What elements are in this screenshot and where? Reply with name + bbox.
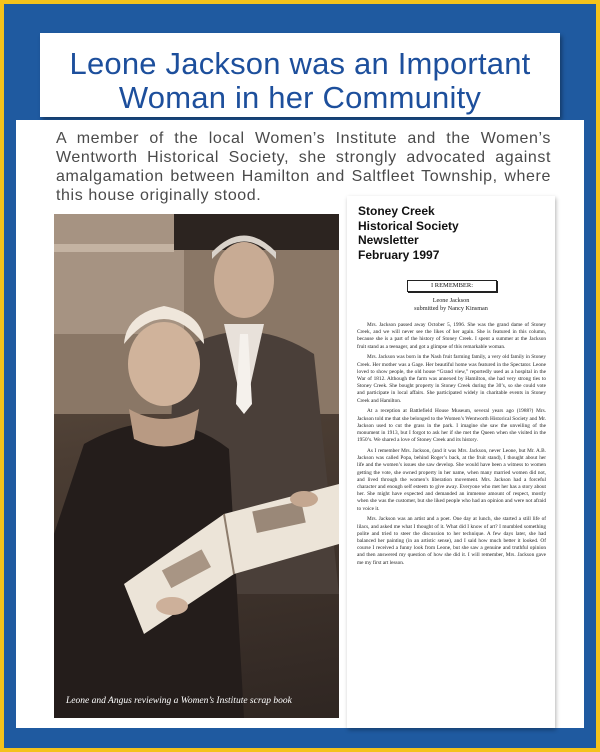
page-title (40, 33, 560, 115)
newsletter-heading-line-4: February 1997 (358, 247, 440, 262)
photo-woman-head (128, 322, 200, 406)
photo-man-hand (290, 491, 318, 507)
photo-woman-neckline (129, 409, 199, 447)
photo-picture-frame (174, 214, 339, 250)
historic-photo (54, 214, 339, 718)
photo-woman-hand (156, 597, 188, 615)
subtitle-line-4: this house originally stood. (56, 187, 262, 204)
subtitle-line-3: amalgamation between Hamilton and Saltfleet Township, where (56, 168, 551, 185)
subtitle-text (56, 129, 551, 205)
article-paragraph: As I remember Mrs. Jackson, (and it was Mrs. Jackson, never Leone, but Mr. A.B. Jackson was called Popa, behind Roger’s back, at the fruit stand), I thought about her life and the women’s issues she saw develop. She would have been a witness to women getting the vote, she owned property in her name, when many married women did not, and lived through the women’s liberation movement. Mrs. Jackson had a forceful character and enough self esteem to give away. Everyone who met her has a story about her. She might have expected and demanded an immense amount of respect, mostly when she was the customer, but she liked people who had an opinion and were not afraid to voice it. (357, 448, 546, 512)
article-author: Leone Jackson (432, 297, 470, 304)
article-paragraph: Mrs. Jackson passed away October 5, 1996. She was the grand dame of Stoney Creek, and we will never see the likes of her again. She is featured in this column, because she is a part of the history of Stoney Creek. I spent a summer at the Jackson fruit stand as a teenager, and got a glimpse of this remarkable woman. (357, 322, 546, 350)
article-byline (357, 297, 545, 313)
title-line-1: Leone Jackson was an Important (69, 46, 531, 81)
article-paragraph: At a reception at Battlefield House Museum, several years ago (1988?) Mrs. Jackson told me that she belonged to the Women’s Wentworth Historical Society and Mr. Jackson used to cut the grass in the park. I imagine she saw the unveiling of the monument in 1913, but I forgot to ask her if she met the Queen when she visited in the 1950’s. We shared a love of Stoney Creek and its history. (357, 408, 546, 444)
newsletter-heading-line-3: Newsletter (358, 233, 419, 247)
title-card (40, 33, 560, 117)
newsletter-clipping (347, 196, 555, 728)
photo-caption: Leone and Angus reviewing a Women’s Institute scrap book (66, 696, 292, 706)
photo-man-head (214, 242, 274, 318)
newsletter-heading (358, 204, 548, 262)
column-label-badge: I REMEMBER: (407, 280, 497, 292)
photo-illustration (54, 214, 339, 718)
article-paragraph: Mrs. Jackson was an artist and a poet. One day at lunch, she started a still life of lilacs, and asked me what I thought of it. What did I know of art? I mumbled something polite and tried to steer the discussion to her technique. A few days later, she had balanced her painting (in an artistic sense), and I said how much better it looked. Of course I received a funny look from Leone, but she saw a genuine and truthful opinion and then answered my question of how she did it. I will remember, Mrs. Jackson gave me my first art lesson. (357, 516, 546, 566)
newsletter-heading-line-1: Stoney Creek (358, 204, 435, 218)
subtitle-line-2: Wentworth Historical Society, she strongly advocated against (56, 149, 551, 166)
article-body (357, 322, 546, 570)
newsletter-heading-line-2: Historical Society (358, 218, 459, 233)
article-submitter: submitted by Nancy Kinsman (414, 305, 488, 312)
subtitle-line-1: A member of the local Women’s Institute and the Women’s (56, 130, 551, 147)
photo-mantel (54, 244, 174, 252)
article-paragraph: Mrs. Jackson was born in the Nash fruit farming family, a very old family in Stoney Creek. Her mother was a Gage. Her beautiful home was featured in the Spectator. Leone loved to show people, the old house “Grand view,” reportedly used as a hospital in the War of 1812. Although the farm was annexed by Hamilton, she had very strong ties to Stoney Creek. She bought property in Stoney Creek during the 30’s, so she could vote and participate in local affairs. She participated widely in charitable events in Stoney Creek and Hamilton. (357, 354, 546, 404)
title-line-2: Woman in her Community (118, 80, 482, 115)
